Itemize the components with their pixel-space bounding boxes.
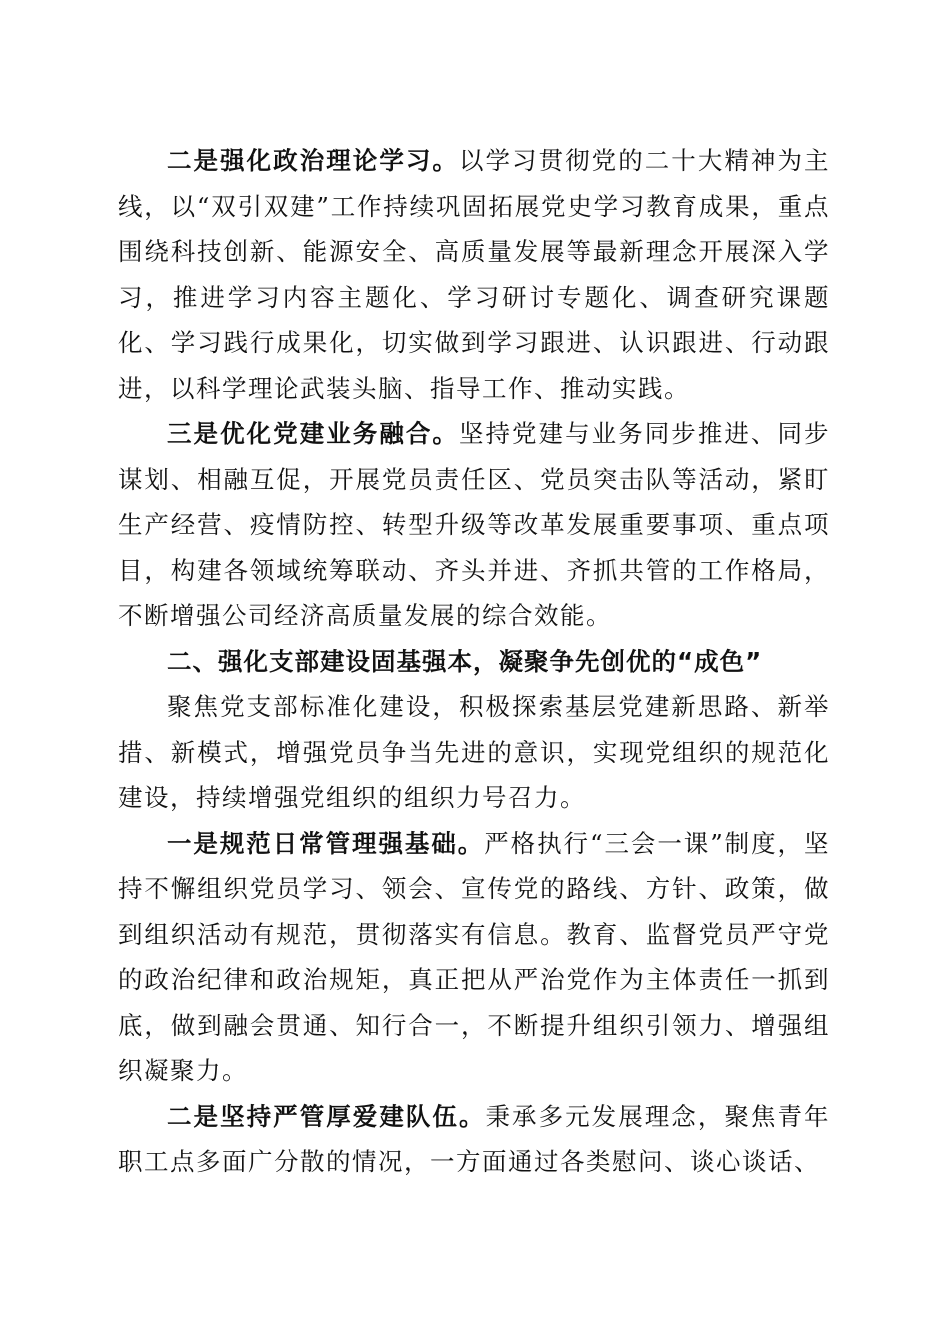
paragraph-body: 坚持党建与业务同步推进、同步谋划、相融互促，开展党员责任区、党员突击队等活动，紧盯生产经营、疫情防控、转型升级等改革发展重要事项、重点项目，构建各领域统筹联动、齐头并进、齐抓共管的工作格局，不断增强公司经济高质量发展的综合效能。 <box>118 419 831 630</box>
paragraph-political-theory-study <box>118 138 830 411</box>
paragraph-lead: 二是强化政治理论学习。 <box>167 146 459 175</box>
paragraph-lead: 二是坚持严管厚爱建队伍。 <box>167 1101 486 1131</box>
paragraph-daily-management <box>118 821 830 1094</box>
section-intro: 聚焦党支部标准化建设，积极探索基层党建新思路、新举措、新模式，增强党员争当先进的意识，实现党组织的规范化建设，持续增强党组织的组织力号召力。 <box>118 692 830 812</box>
paragraph-team-building <box>118 1094 830 1185</box>
paragraph-lead: 一是规范日常管理强基础。 <box>167 828 485 858</box>
section-heading: 二、强化支部建设固基强本，凝聚争先创优的“成色” <box>167 646 763 676</box>
paragraph-lead: 三是优化党建业务融合。 <box>167 419 459 448</box>
paragraph-party-business-integration <box>118 411 830 639</box>
paragraph-body: 以学习贯彻党的二十大精神为主线，以“双引双建”工作持续巩固拓展党史学习教育成果，重点围绕科技创新、能源安全、高质量发展等最新理念开展深入学习，推进学习内容主题化、学习研讨专题化、调查研究课题化、学习践行成果化，切实做到学习跟进、认识跟进、行动跟进，以科学理论武装头脑、指导工作、推动实践。 <box>118 146 831 403</box>
paragraph-body: 秉承多元发展理念，聚焦青年职工点多面广分散的情况，一方面通过各类慰问、谈心谈话、 <box>118 1101 830 1176</box>
paragraph-body: 严格执行“三会一课”制度，坚持不懈组织党员学习、领会、宣传党的路线、方针、政策，做到组织活动有规范，贯彻落实有信息。教育、监督党员严守党的政治纪律和政治规矩，真正把从严治党作为主体责任一抓到底，做到融会贯通、知行合一，不断提升组织引领力、增强组织凝聚力。 <box>118 828 830 1085</box>
document-page <box>118 138 830 1185</box>
